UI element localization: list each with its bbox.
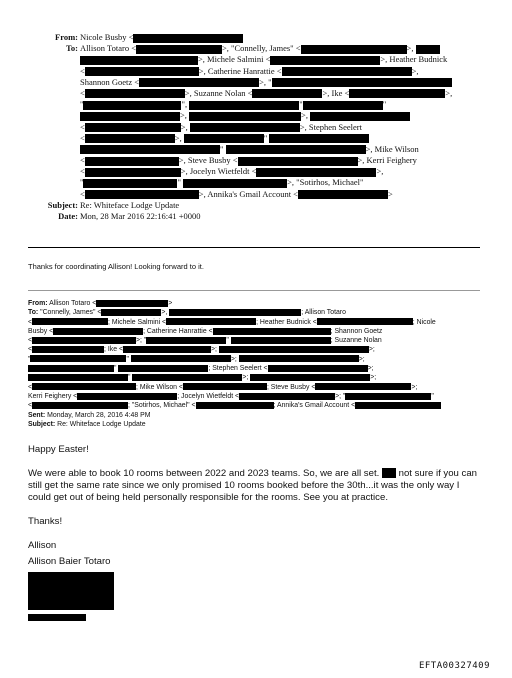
redaction xyxy=(166,318,256,325)
quoted-subject-row: Subject: Re: Whiteface Lodge Update xyxy=(28,420,146,428)
quoted-divider xyxy=(28,290,480,291)
header-divider xyxy=(28,247,480,248)
date-row xyxy=(0,211,512,222)
quoted-sent-row: Sent: Monday, March 28, 2016 4:48 PM xyxy=(28,411,151,419)
redaction xyxy=(183,179,287,188)
redaction xyxy=(303,101,383,110)
redaction xyxy=(382,468,396,478)
redaction xyxy=(32,337,136,344)
redaction xyxy=(250,374,370,381)
redaction xyxy=(183,383,267,390)
redaction xyxy=(85,157,179,166)
redaction xyxy=(80,112,180,121)
redaction xyxy=(32,383,136,390)
message-body xyxy=(28,444,483,564)
bates-number: EFTA00327409 xyxy=(418,661,490,671)
redaction xyxy=(196,402,274,409)
subject-text: Re: Whiteface Lodge Update xyxy=(80,199,180,210)
redaction xyxy=(355,402,441,409)
redaction xyxy=(77,393,177,400)
date-text: Mon, 28 Mar 2016 22:16:41 +0000 xyxy=(80,211,201,221)
redaction xyxy=(136,45,222,54)
redaction xyxy=(53,328,143,335)
redaction xyxy=(85,67,199,76)
redaction xyxy=(239,355,359,362)
redaction xyxy=(85,190,199,199)
redaction xyxy=(139,78,259,87)
body-paragraph: We were able to book 10 rooms between 2022 and 2023 teams. So, we are all set. not sure if you can still get the same rate since we only promised 10 rooms booked before the 30th...it was the only way I could get out of being held personally responsible for the rooms. See you at practice. xyxy=(28,468,478,503)
redaction xyxy=(213,328,331,335)
redaction xyxy=(32,346,104,353)
from-name: Nicole Busby < xyxy=(80,32,134,42)
redaction xyxy=(131,355,231,362)
quoted-to-row: To: "Connelly, James" < >, ; Allison Totaro xyxy=(28,309,346,317)
redaction xyxy=(298,190,388,199)
signature-redaction xyxy=(28,572,114,610)
redaction xyxy=(310,112,410,121)
to-row: To: Allison Totaro < >, "Connelly, James" < >, xyxy=(0,43,512,54)
signature-name: Allison Baier Totaro xyxy=(28,556,111,567)
redaction xyxy=(256,168,376,177)
redaction xyxy=(28,374,128,381)
redaction xyxy=(132,374,242,381)
redaction xyxy=(85,168,181,177)
date-label: Date: xyxy=(58,211,78,221)
redaction xyxy=(416,45,440,54)
redaction xyxy=(30,355,126,362)
redaction xyxy=(272,78,452,87)
redaction xyxy=(83,179,177,188)
quoted-from-row: From: Allison Totaro < > xyxy=(28,300,173,307)
redaction xyxy=(80,56,198,65)
redaction xyxy=(80,145,220,154)
redaction xyxy=(252,89,322,98)
redaction xyxy=(133,34,243,43)
redaction xyxy=(317,318,413,325)
redaction xyxy=(189,112,301,121)
greeting: Happy Easter! xyxy=(28,444,89,455)
redaction xyxy=(315,383,411,390)
redaction xyxy=(238,157,358,166)
redaction xyxy=(231,337,331,344)
redaction xyxy=(169,309,301,316)
redaction xyxy=(123,346,211,353)
redaction xyxy=(101,309,161,316)
quoted-email-header: From: Allison Totaro < > To: "Connelly, James" < >, ; Allison Totaro < ; Michele Salmini < ; Heather Budnick < ; Nicole Busby < ; Catherine Hanrattie < ; Shannon Goetz < >; " " ; Suzanne Nolan < ; Ike < >; >; " " >; >; " ; Stephen Seelert < >; " >; >; < ; Mike Wilson < ; Steve Busby < >; Kerri Feighery < ; Jocelyn Wietfeldt < >; " " < ; "Sotirhos, Michael" < ; Annika's Gmail Account < Sent: Monday, March 28, 2016 4:48 PM Subject: Re: Whiteface Lodge Update xyxy=(28,299,484,429)
subject-label: Subject: xyxy=(47,199,78,210)
redaction xyxy=(301,45,407,54)
redaction xyxy=(269,134,369,143)
to-label: To: xyxy=(66,43,78,54)
signoff: Allison xyxy=(28,540,57,551)
redaction xyxy=(345,393,431,400)
redaction xyxy=(118,365,208,372)
redaction xyxy=(85,89,185,98)
redaction xyxy=(190,123,300,132)
signature-redaction xyxy=(28,614,86,621)
redaction xyxy=(282,67,412,76)
redaction xyxy=(146,337,226,344)
from-label: From: xyxy=(55,32,78,42)
from-row xyxy=(0,32,512,43)
redaction xyxy=(83,101,181,110)
subject-row xyxy=(0,200,512,211)
redaction xyxy=(96,300,168,307)
reply-message: Thanks for coordinating Allison! Looking forward to it. xyxy=(28,262,204,271)
redaction xyxy=(28,365,114,372)
redaction xyxy=(85,123,181,132)
redaction xyxy=(189,101,299,110)
redaction xyxy=(32,318,108,325)
original-email-header: From: Nicole Busby < To: Allison Totaro < >, "Connelly, James" < >, >, Michele Salmini < >, Heather Budnick < >, Catherine Hanrattie < >, Shannon Goetz < >, " < >, Suzanne Nolan < >, Ike < >, " ", " " >, >, < >, >, Stephen Seelert < >, " " >, Mike Wilson < >, Steve Busby < >, Kerri Feighery < >, Jocelyn Wietfeldt < >, " " >, "Sotirhos, Michael" < >, Annika's Gmail Account < > Subject: Re: Whiteface Lodge Update Date: Mon, 28 Mar 2016 22:16:41 +0000 xyxy=(0,32,512,222)
redaction xyxy=(32,402,128,409)
redaction xyxy=(270,56,380,65)
redaction xyxy=(349,89,445,98)
redaction xyxy=(85,134,175,143)
thanks-line: Thanks! xyxy=(28,516,63,527)
redaction xyxy=(268,365,368,372)
redaction xyxy=(219,346,369,353)
redaction xyxy=(239,393,335,400)
redaction xyxy=(184,134,264,143)
redaction xyxy=(226,145,366,154)
